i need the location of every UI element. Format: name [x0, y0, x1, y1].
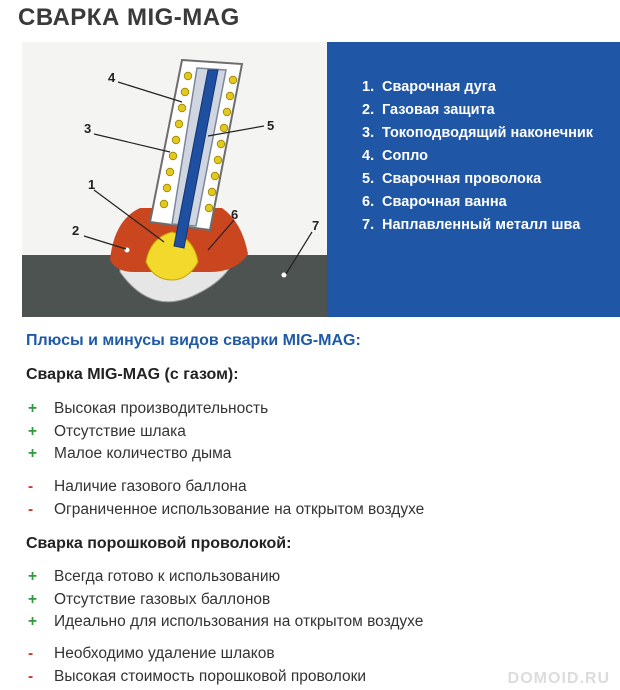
legend-item: [362, 122, 597, 145]
callout-7: 7: [312, 218, 320, 233]
con-text: Наличие газового баллона: [54, 478, 247, 495]
legend-label: Сварочная проволока: [382, 171, 542, 187]
minus-icon: -: [28, 478, 34, 495]
welding-torch-illustration: [22, 42, 327, 317]
legend-number: 6.: [362, 194, 375, 210]
legend-number: 7.: [362, 217, 375, 233]
pro-text: Отсутствие газовых баллонов: [54, 590, 271, 608]
callout-3: 3: [84, 121, 92, 136]
plus-icon: +: [28, 422, 38, 440]
pros-list-flux: [28, 566, 423, 634]
legend-item: [362, 76, 597, 99]
legend-item: [362, 191, 597, 214]
legend-label: Наплавленный металл шва: [382, 217, 581, 233]
list-item: [28, 643, 366, 666]
plus-icon: +: [28, 590, 38, 608]
legend-number: 2.: [362, 102, 375, 118]
list-item: [28, 443, 268, 466]
section-title: Плюсы и минусы видов сварки MIG-MAG:: [26, 332, 361, 349]
callout-4: 4: [108, 70, 116, 85]
con-text: Необходимо удаление шлаков: [54, 645, 275, 662]
legend-item: [362, 145, 597, 168]
list-item: [28, 421, 268, 444]
callout-6: 6: [231, 207, 239, 222]
cons-list-flux: [28, 643, 366, 688]
list-item: [28, 589, 423, 612]
legend-label: Сопло: [382, 148, 428, 164]
watermark: DOMOID.RU: [507, 670, 610, 687]
metal-marker: [282, 273, 287, 278]
legend-label: Газовая защита: [382, 102, 495, 118]
list-item: [28, 476, 424, 499]
list-item: [28, 499, 424, 522]
callout-5: 5: [267, 118, 275, 133]
pro-text: Малое количество дыма: [54, 445, 232, 462]
legend-list: [362, 76, 597, 237]
plus-icon: +: [28, 568, 38, 585]
legend-number: 1.: [362, 79, 375, 95]
legend-label: Токоподводящий наконечник: [382, 125, 594, 141]
minus-icon: -: [28, 645, 34, 662]
callout-1: 1: [88, 177, 96, 192]
pro-text: Высокая производительность: [54, 400, 269, 417]
legend-item: [362, 168, 597, 191]
legend-item: [362, 99, 597, 122]
list-item: [28, 611, 423, 634]
plus-icon: +: [28, 400, 38, 417]
legend-number: 4.: [362, 148, 375, 164]
pro-text: Всегда готово к использованию: [54, 568, 281, 585]
group-heading-flux: Сварка порошковой проволокой:: [26, 535, 292, 552]
list-item: [28, 666, 366, 689]
pros-list-gas: [28, 398, 268, 466]
con-text: Ограниченное использование на открытом воздухе: [54, 500, 425, 518]
minus-icon: -: [28, 667, 34, 685]
legend-label: Сварочная ванна: [382, 194, 507, 210]
plus-icon: +: [28, 613, 38, 630]
list-item: [28, 398, 268, 421]
legend-number: 3.: [362, 125, 375, 141]
pro-text: Идеально для использования на открытом воздухе: [54, 613, 424, 630]
legend-number: 5.: [362, 171, 375, 187]
plus-icon: +: [28, 445, 38, 462]
welding-diagram: [22, 42, 327, 317]
legend-label: Сварочная дуга: [382, 79, 496, 95]
minus-icon: -: [28, 500, 34, 518]
legend-item: [362, 214, 597, 237]
welding-figure: [22, 42, 620, 317]
callout-2: 2: [72, 223, 80, 238]
group-heading-gas: Сварка MIG-MAG (с газом):: [26, 366, 239, 383]
con-text: Высокая стоимость порошковой проволоки: [54, 667, 367, 685]
pro-text: Отсутствие шлака: [54, 422, 186, 440]
page-title: СВАРКА MIG-MAG: [18, 4, 240, 31]
cons-list-gas: [28, 476, 424, 521]
list-item: [28, 566, 423, 589]
